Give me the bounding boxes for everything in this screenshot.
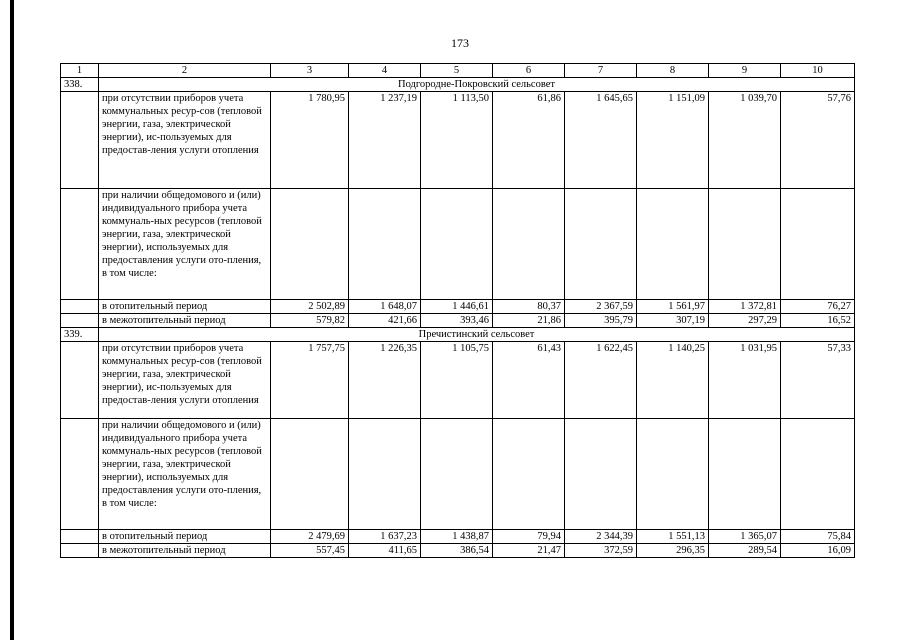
value-cell: 76,27 [781, 300, 855, 314]
value-cell [349, 189, 421, 300]
section-number: 339. [61, 328, 99, 342]
value-cell [271, 419, 349, 530]
empty-cell [61, 419, 99, 530]
value-cell: 395,79 [565, 314, 637, 328]
value-cell: 61,43 [493, 342, 565, 419]
value-cell [271, 189, 349, 300]
value-cell: 1 637,23 [349, 530, 421, 544]
value-cell: 1 561,97 [637, 300, 709, 314]
value-cell [781, 419, 855, 530]
value-cell: 2 344,39 [565, 530, 637, 544]
table-row [61, 189, 855, 300]
column-header: 3 [271, 64, 349, 78]
value-cell: 1 446,61 [421, 300, 493, 314]
column-header: 9 [709, 64, 781, 78]
section-title: Подгородне-Покровский сельсовет [99, 78, 855, 92]
column-header: 8 [637, 64, 709, 78]
value-cell [493, 189, 565, 300]
column-header: 10 [781, 64, 855, 78]
value-cell [709, 189, 781, 300]
table-row [61, 92, 855, 189]
section-number: 338. [61, 78, 99, 92]
column-header: 5 [421, 64, 493, 78]
row-label: в отопительный период [99, 300, 271, 314]
value-cell: 1 113,50 [421, 92, 493, 189]
column-header: 1 [61, 64, 99, 78]
page-binding-line [10, 0, 14, 640]
section-title: Пречистинский сельсовет [99, 328, 855, 342]
row-label: в межотопительный период [99, 314, 271, 328]
empty-cell [61, 342, 99, 419]
column-header: 4 [349, 64, 421, 78]
row-label: при отсутствии приборов учета коммунальных ресур-сов (тепловой энергии, газа, электрической энергии), ис-пользуемых для предостав-ления услуги отопления [99, 92, 271, 189]
empty-cell [61, 530, 99, 544]
value-cell: 21,47 [493, 544, 565, 558]
tariff-table [60, 63, 855, 558]
table-row [61, 342, 855, 419]
row-label: в межотопительный период [99, 544, 271, 558]
column-header: 6 [493, 64, 565, 78]
value-cell: 1 151,09 [637, 92, 709, 189]
table-row [61, 530, 855, 544]
value-cell: 57,76 [781, 92, 855, 189]
column-number-row [61, 64, 855, 78]
empty-cell [61, 314, 99, 328]
value-cell: 1 648,07 [349, 300, 421, 314]
value-cell: 1 105,75 [421, 342, 493, 419]
value-cell: 297,29 [709, 314, 781, 328]
value-cell [493, 419, 565, 530]
value-cell: 1 551,13 [637, 530, 709, 544]
value-cell: 386,54 [421, 544, 493, 558]
value-cell: 1 622,45 [565, 342, 637, 419]
value-cell: 1 780,95 [271, 92, 349, 189]
section-header-row [61, 78, 855, 92]
empty-cell [61, 92, 99, 189]
value-cell: 57,33 [781, 342, 855, 419]
value-cell: 411,65 [349, 544, 421, 558]
value-cell: 2 479,69 [271, 530, 349, 544]
value-cell [709, 419, 781, 530]
empty-cell [61, 300, 99, 314]
value-cell: 75,84 [781, 530, 855, 544]
value-cell: 557,45 [271, 544, 349, 558]
value-cell: 2 502,89 [271, 300, 349, 314]
value-cell: 579,82 [271, 314, 349, 328]
table-row [61, 314, 855, 328]
value-cell [637, 189, 709, 300]
value-cell: 1 031,95 [709, 342, 781, 419]
value-cell: 1 140,25 [637, 342, 709, 419]
value-cell: 372,59 [565, 544, 637, 558]
value-cell: 1 237,19 [349, 92, 421, 189]
value-cell: 21,86 [493, 314, 565, 328]
table-row [61, 419, 855, 530]
value-cell: 1 365,07 [709, 530, 781, 544]
value-cell: 79,94 [493, 530, 565, 544]
section-header-row [61, 328, 855, 342]
value-cell [781, 189, 855, 300]
value-cell: 1 438,87 [421, 530, 493, 544]
value-cell: 1 757,75 [271, 342, 349, 419]
value-cell: 61,86 [493, 92, 565, 189]
row-label: при наличии общедомового и (или) индивидуального прибора учета коммуналь-ных ресурсов (тепловой энергии, газа, электрической энергии), используемых для предоставления услуги ото-пления, в том числе: [99, 419, 271, 530]
value-cell: 1 226,35 [349, 342, 421, 419]
value-cell: 421,66 [349, 314, 421, 328]
row-label: при наличии общедомового и (или) индивидуального прибора учета коммуналь-ных ресурсов (тепловой энергии, газа, электрической энергии), используемых для предоставления услуги ото-пления, в том числе: [99, 189, 271, 300]
value-cell: 2 367,59 [565, 300, 637, 314]
empty-cell [61, 189, 99, 300]
value-cell [565, 189, 637, 300]
row-label: в отопительный период [99, 530, 271, 544]
table-row [61, 300, 855, 314]
page-number: 173 [451, 36, 469, 50]
row-label: при отсутствии приборов учета коммунальных ресур-сов (тепловой энергии, газа, электрической энергии), ис-пользуемых для предостав-ления услуги отопления [99, 342, 271, 419]
value-cell: 1 645,65 [565, 92, 637, 189]
value-cell: 1 372,81 [709, 300, 781, 314]
value-cell [565, 419, 637, 530]
column-header: 2 [99, 64, 271, 78]
value-cell: 1 039,70 [709, 92, 781, 189]
table-row [61, 544, 855, 558]
value-cell: 296,35 [637, 544, 709, 558]
value-cell: 16,52 [781, 314, 855, 328]
column-header: 7 [565, 64, 637, 78]
value-cell [349, 419, 421, 530]
value-cell [421, 189, 493, 300]
value-cell [637, 419, 709, 530]
value-cell: 16,09 [781, 544, 855, 558]
value-cell: 307,19 [637, 314, 709, 328]
value-cell: 393,46 [421, 314, 493, 328]
empty-cell [61, 544, 99, 558]
value-cell [421, 419, 493, 530]
value-cell: 80,37 [493, 300, 565, 314]
value-cell: 289,54 [709, 544, 781, 558]
